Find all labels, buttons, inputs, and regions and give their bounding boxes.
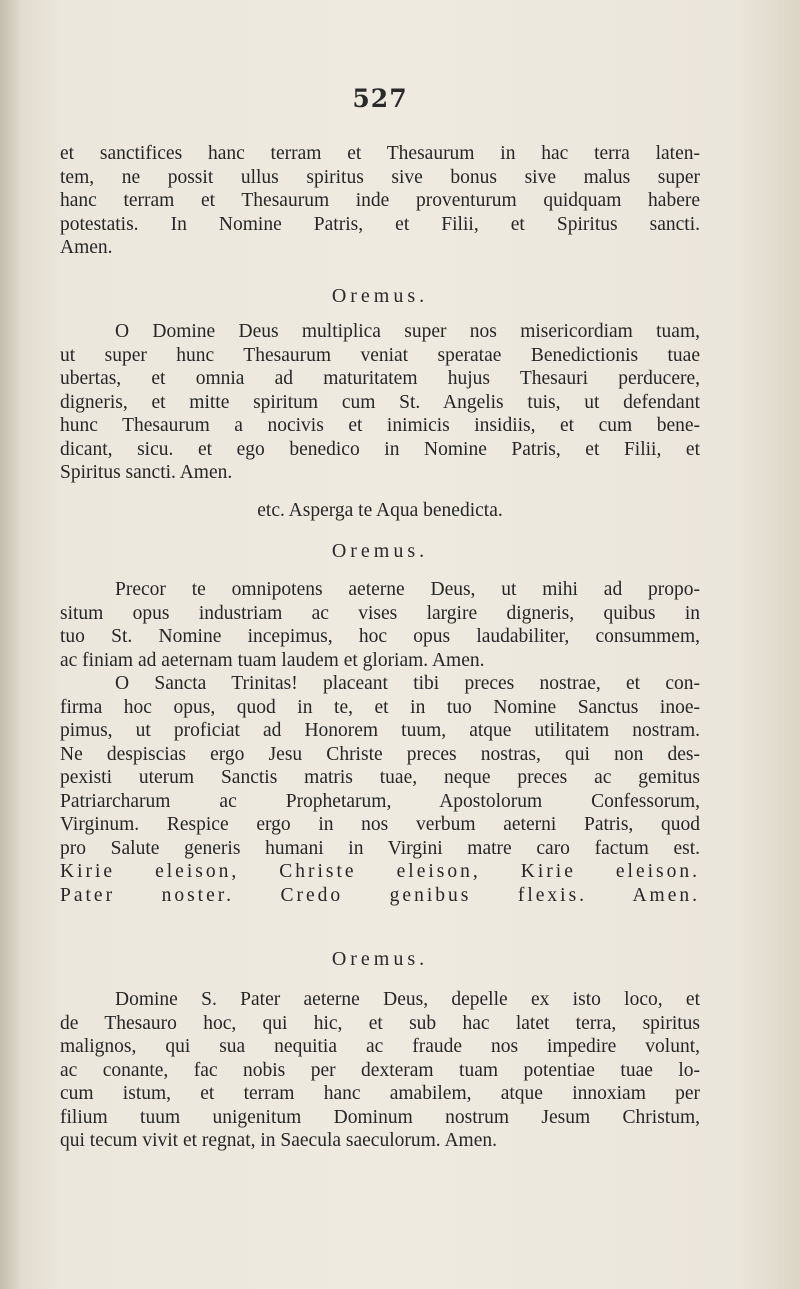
text-line: Spiritus sancti. Amen. (60, 462, 233, 483)
text-line: dicant, sicu. et ego benedico in Nomine Patris, et Filii, et (60, 438, 700, 460)
paragraph-5 (60, 988, 700, 1153)
text-line: firma hoc opus, quod in te, et in tuo Nomine Sanctus inoe- (60, 696, 700, 718)
text-line: Virginum. Respice ergo in nos verbum aeterni Patris, quod (60, 814, 700, 835)
text-line: de Thesauro hoc, qui hic, et sub hac latet terra, spiritus (60, 1012, 700, 1034)
text-line: filium tuum unigenitum Dominum nostrum Jesum Christum, (60, 1106, 700, 1128)
text-line: digneris, et mitte spiritum cum St. Angelis tuis, ut defendant (60, 391, 700, 413)
text-line: Domine S. Pater aeterne Deus, depelle ex isto loco, et (115, 989, 700, 1010)
text-line: cum istum, et terram hanc amabilem, atque innoxiam per (60, 1083, 700, 1104)
paragraph-4 (60, 672, 700, 907)
paragraph-1 (60, 142, 700, 260)
text-line: Amen. (60, 237, 113, 258)
text-line: et sanctifices hanc terram et Thesaurum in hac terra laten- (60, 143, 700, 164)
paragraph-2 (60, 320, 700, 485)
text-line: Pater noster. Credo genibus flexis. Amen. (60, 884, 700, 906)
text-line: pexisti uterum Sanctis matris tuae, neque preces ac gemitus (60, 767, 700, 788)
oremus-heading-1: Oremus. (331, 285, 429, 307)
asperga-line: etc. Asperga te Aqua benedicta. (257, 500, 503, 521)
text-line: ac conante, fac nobis per dexteram tuam potentiae tuae lo- (60, 1059, 700, 1081)
text-line: O Domine Deus multiplica super nos misericordiam tuam, (115, 321, 700, 342)
text-line: ut super hunc Thesaurum veniat speratae Benedictionis tuae (60, 344, 700, 366)
text-line: hanc terram et Thesaurum inde proventurum quidquam habere (60, 190, 700, 211)
oremus-heading-3: Oremus. (331, 948, 429, 970)
paragraph-3 (60, 578, 700, 672)
text-line: pimus, ut proficiat ad Honorem tuum, atque utilitatem nostram. (60, 720, 700, 741)
text-line: tuo St. Nomine incepimus, hoc opus laudabiliter, consummem, (60, 626, 700, 647)
text-line: Precor te omnipotens aeterne Deus, ut mihi ad propo- (115, 579, 700, 600)
text-line: Patriarcharum ac Prophetarum, Apostolorum Confessorum, (60, 790, 700, 812)
text-line: qui tecum vivit et regnat, in Saecula saeculorum. Amen. (60, 1130, 497, 1151)
text-line: potestatis. In Nomine Patris, et Filii, et Spiritus sancti. (60, 213, 700, 235)
page-number: 527 (352, 84, 408, 113)
text-line: O Sancta Trinitas! placeant tibi preces nostrae, et con- (115, 673, 700, 694)
text-line: tem, ne possit ullus spiritus sive bonus sive malus super (60, 166, 700, 188)
text-line: Kirie eleison, Christe eleison, Kirie eleison. (60, 861, 700, 882)
text-line: situm opus industriam ac vises largire digneris, quibus in (60, 602, 700, 624)
text-line: hunc Thesaurum a nocivis et inimicis insidiis, et cum bene- (60, 415, 700, 436)
text-line: Ne despiscias ergo Jesu Christe preces nostras, qui non des- (60, 743, 700, 765)
text-line: malignos, qui sua nequitia ac fraude nos impedire volunt, (60, 1036, 700, 1057)
text-line: pro Salute generis humani in Virgini matre caro factum est. (60, 837, 700, 859)
oremus-heading-2: Oremus. (331, 540, 429, 562)
text-line: ubertas, et omnia ad maturitatem hujus Thesauri perducere, (60, 368, 700, 389)
text-line: ac finiam ad aeternam tuam laudem et gloriam. Amen. (60, 649, 485, 671)
